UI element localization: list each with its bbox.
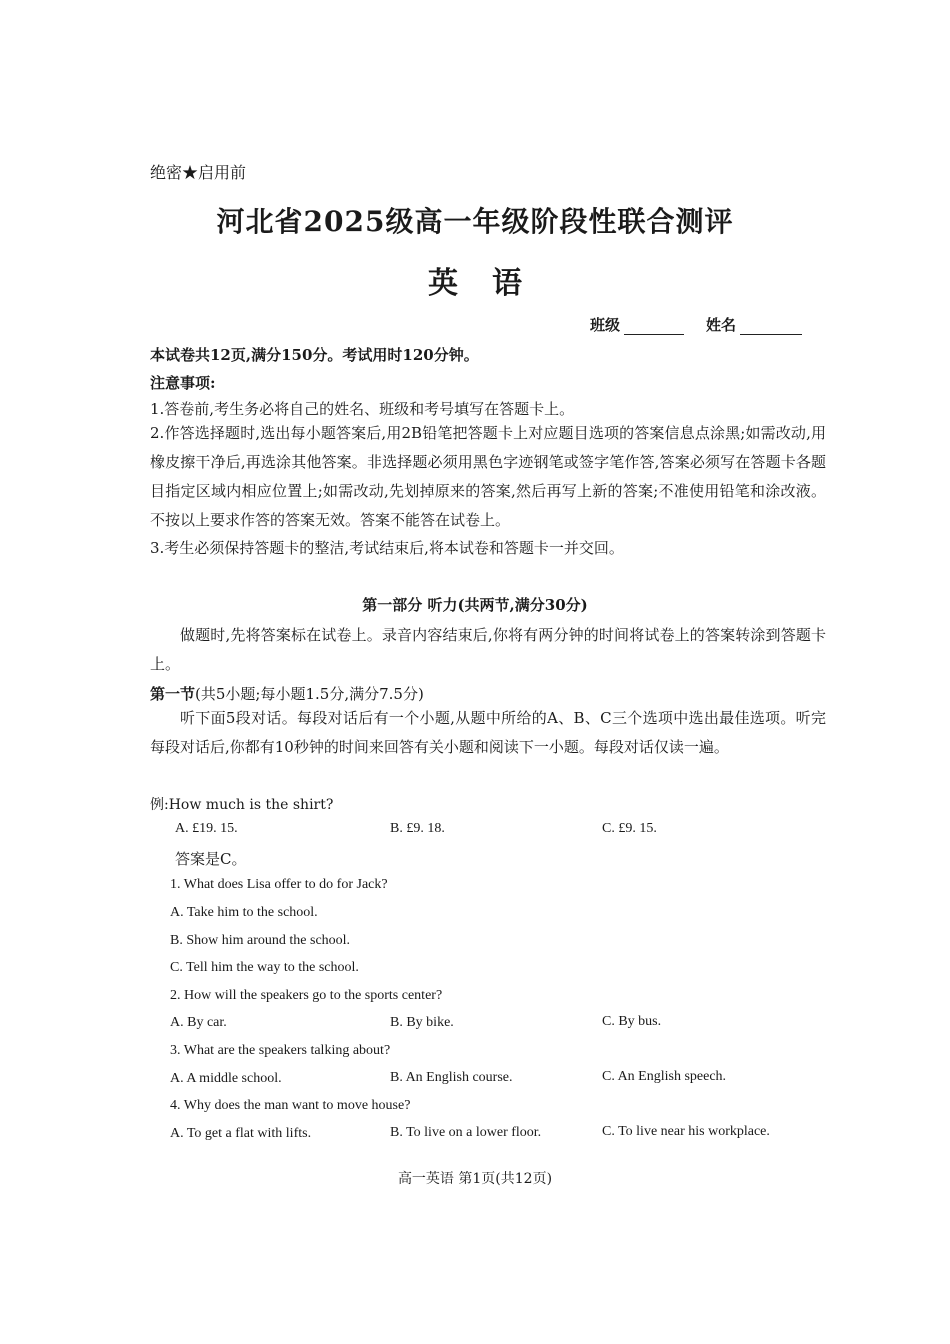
class-label: 班级 bbox=[590, 316, 621, 334]
page-footer: 高一英语 第1页(共12页) bbox=[397, 1171, 553, 1187]
exam-summary: 本试卷共12页,满分150分。考试用时120分钟。 bbox=[150, 346, 479, 364]
subject-title: 英语 bbox=[428, 266, 556, 301]
question-4: 4. Why does the man want to move house? bbox=[170, 1098, 411, 1113]
q4-option-a: A. To get a flat with lifts. bbox=[170, 1126, 312, 1141]
q4-option-c: C. To live near his workplace. bbox=[602, 1124, 770, 1139]
q1-option-c: C. Tell him the way to the school. bbox=[170, 960, 359, 975]
q1-option-b: B. Show him around the school. bbox=[170, 933, 351, 948]
notice-item-2: 2.作答选择题时,选出每小题答案后,用2B铅笔把答题卡上对应题目选项的答案信息点涂黑;如需改动,用橡皮擦干净后,再选涂其他答案。非选择题必须用黑色字迹钢笔或签字笔作答,答案必须写在答题卡各题目指定区域内相应位置上;如需改动,先划掉原来的答案,然后再写上新的答案;不准使用铅笔和涂改液。不按以上要求作答的答案无效。答案不能答在试卷上。 bbox=[150, 424, 826, 529]
example-option-c: C. £9. 15. bbox=[602, 821, 657, 836]
q4-option-b: B. To live on a lower floor. bbox=[390, 1125, 542, 1140]
notice-title: 注意事项: bbox=[150, 374, 216, 392]
q2-option-b: B. By bike. bbox=[390, 1015, 454, 1030]
exam-title: 河北省2025级高一年级阶段性联合测评 bbox=[216, 205, 734, 238]
question-3: 3. What are the speakers talking about? bbox=[170, 1043, 391, 1058]
q3-option-c: C. An English speech. bbox=[602, 1069, 727, 1084]
example-option-b: B. £9. 18. bbox=[390, 821, 445, 836]
part-heading: 第一部分 听力(共两节,满分30分) bbox=[362, 596, 588, 614]
name-field[interactable] bbox=[706, 314, 802, 335]
q3-option-a: A. A middle school. bbox=[170, 1071, 282, 1086]
confidential-mark: 绝密★启用前 bbox=[150, 163, 247, 182]
class-field[interactable] bbox=[590, 314, 684, 335]
q3-option-b: B. An English course. bbox=[390, 1070, 513, 1085]
notice-item-3: 3.考生必须保持答题卡的整洁,考试结束后,将本试卷和答题卡一并交回。 bbox=[150, 539, 624, 557]
question-1: 1. What does Lisa offer to do for Jack? bbox=[170, 877, 388, 892]
question-2: 2. How will the speakers go to the sports center? bbox=[170, 988, 443, 1003]
notice-item-1: 1.答卷前,考生务必将自己的姓名、班级和考号填写在答题卡上。 bbox=[150, 400, 575, 418]
section-detail: (共5小题;每小题1.5分,满分7.5分) bbox=[195, 685, 424, 703]
example-answer: 答案是C。 bbox=[175, 850, 247, 868]
example-option-a: A. £19. 15. bbox=[175, 821, 238, 836]
section-instruction: 听下面5段对话。每段对话后有一个小题,从题中所给的A、B、C三个选项中选出最佳选项。听完每段对话后,你都有10秒钟的时间来回答有关小题和阅读下一小题。每段对话仅读一遍。 bbox=[150, 709, 826, 756]
part-instruction: 做题时,先将答案标在试卷上。录音内容结束后,你将有两分钟的时间将试卷上的答案转涂到答题卡上。 bbox=[150, 626, 826, 673]
section-title: 第一节 bbox=[150, 685, 196, 703]
example-question: 例:How much is the shirt? bbox=[150, 797, 334, 813]
q2-option-c: C. By bus. bbox=[602, 1014, 662, 1029]
name-label: 姓名 bbox=[706, 316, 737, 334]
q1-option-a: A. Take him to the school. bbox=[170, 905, 318, 920]
name-blank[interactable] bbox=[740, 318, 802, 335]
q2-option-a: A. By car. bbox=[170, 1015, 227, 1030]
section-title-line bbox=[150, 683, 424, 704]
class-blank[interactable] bbox=[624, 318, 684, 335]
